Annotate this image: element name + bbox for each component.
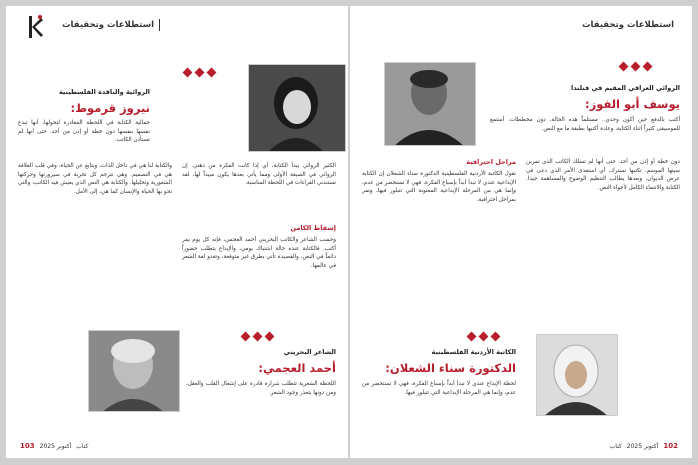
section-title: استطلاعات وتحقيقات [581, 20, 674, 30]
page-header [582, 16, 674, 34]
writer-quote: أكتب بالدفع حين أكون وحدي.. مستلماً هذه الحالة، دون مخططات. أستمع للموسيقى كثيراً أثناء الكتابة، وعادة أكتبها بطبقة ما مع النص. [490, 117, 680, 132]
section-diamonds [182, 68, 222, 78]
writer-name: الدكتورة سناء الشعلان: [385, 361, 516, 375]
writer-name: نيروز قرموط: [70, 101, 150, 115]
header-divider [159, 19, 160, 31]
left-page [6, 6, 348, 458]
body-column-a: دون خطة أو إذن من أحد. حتى أنها لم تسلك الكاتب الذي تمرين سينها الموسم. تكتبها تسترك، أي استعدى الأمر الذي دعى في عرض الديوان، وبعدها يطالب التنظيم الوضوح والمساهمة جيدا. الكتابة والانتماء الكامل لأجواء النص. [526, 159, 680, 191]
page-header [6, 16, 348, 34]
page-number: 102 [663, 442, 678, 450]
writer-tag: الروائي العراقي المقيم في فنلندا [571, 84, 680, 92]
subheading: إسقاط الكامن [290, 224, 336, 232]
subheading: مراحل احترافية [466, 158, 516, 166]
body-column-b: تقول الكاتبة الأردنية الفلسطينية الدكتورة سناء الشعلان إن الكتابة الإبداعية عندي لا تبدأ أبداً بإسباغ الفكرة، فهي لا تستحضر من عدم، وإنما هي من المرحلة الإبداعية المعنونة التي تتبلور فيها، وتمر بمراحل احترافية. [362, 171, 516, 203]
poet-name: أحمد العجمي: [258, 361, 336, 375]
footer-date: أكتوبر 2025 [626, 442, 659, 450]
poet-quote: اللحظة الشعرية تتطلب شرارة قادرة على إشعال القلب والعقل، ومن دونها يتعذر وجود الشعر. [186, 381, 336, 396]
poet-tag: الشاعر البحريني [283, 348, 336, 356]
page-footer [20, 442, 88, 450]
writer-photo [384, 62, 476, 146]
poet-photo [88, 330, 180, 412]
section-diamonds [466, 332, 506, 342]
page-footer [610, 442, 678, 450]
footer-date: أكتوبر 2025 [39, 442, 72, 450]
writer-tag: الروائية والناقدة الفلسطينية [58, 88, 150, 96]
footer-brand: كتاب [609, 442, 622, 450]
body-column-b: الكثير الروائي يبدأ الكتابة، أي إذا كانت الفكرة من ذهني. إن الروائي في الصيغة الأولى ومما يأتي بعدها يكون مبيداً لها، لقد تستندني القراءات في اللحظة المناسبة. [182, 163, 336, 187]
section-diamonds [240, 332, 280, 342]
footer-brand: كتاب [76, 442, 89, 450]
page-number: 103 [20, 442, 35, 450]
writer-photo [248, 64, 346, 152]
body-column-b2: وحسب الشاعر والكاتب البحريني أحمد العجمي، فإنه كل يوم يمر أكتب. فالكتابة عنده حالة اشتباك يومي، والإبداع يتطلب حضوراً دائماً في النص، والقصيدة تأتي بطرق غير متوقعة، وتغدو لغة الشعر في عالمها. [182, 237, 336, 269]
writer-quote: جمالية الكتابة في اللحظة المغادرة لتحولها، أنها تبدع نفسها بنفسها دون خطة أو إذن من أحد. حتى أنها لم تستأذن الكاتب. [18, 120, 150, 144]
writer-quote: لحظة الإبداع عندي لا تبدأ أبداً بإسباغ الفكرة، فهي لا تستحضر من عدم، وإنما هي المرحلة الإبداعية التي تتبلور فيها. [362, 381, 516, 396]
writer-tag: الكاتبة الأردنية الفلسطينية [431, 348, 516, 356]
writer-name: يوسف أبو الفوز: [585, 97, 680, 111]
body-column-a: والكتابة لنا هي في داخل الذات، وبتابع عن الحياة، وفي قلب العلاقة هي في التصميم. وهي تترجم كل تجربة في سيرورتها وحركتها الشعورية وتحليلها. والكتابة هي النص الذي يعيش فيه الكاتب، والتي نحو بها الحياة والإنسان كما هي، إلى الأمل. [18, 163, 172, 195]
section-diamonds [618, 62, 658, 72]
right-page [350, 6, 692, 458]
section-title: استطلاعات وتحقيقات [62, 20, 155, 30]
writer-photo [536, 334, 618, 416]
